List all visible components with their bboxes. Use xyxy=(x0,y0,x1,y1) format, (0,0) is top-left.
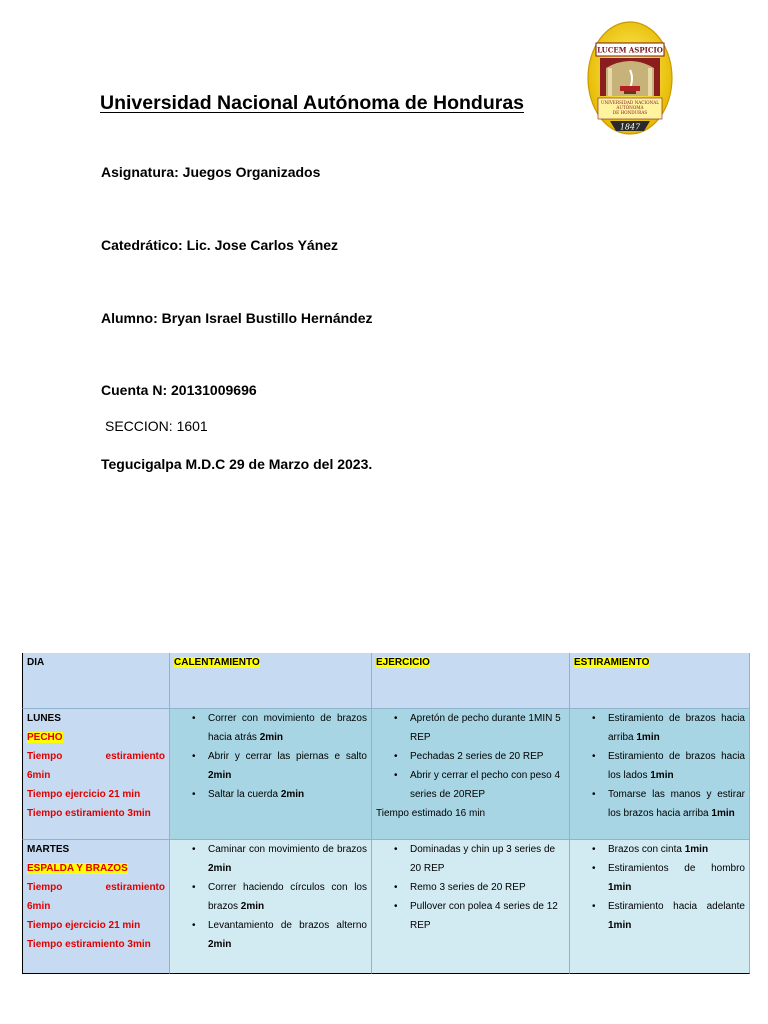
list-item: • Estiramiento de brazos hacia los lados 1min xyxy=(608,747,745,785)
list-item: • Pechadas 2 series de 20 REP xyxy=(410,747,565,766)
list-item: • Correr con movimiento de brazos hacia atrás 2min xyxy=(208,709,367,747)
list-item: • Abrir y cerrar las piernas e salto 2min xyxy=(208,747,367,785)
exercise-cell-martes xyxy=(372,840,570,974)
university-crest-logo xyxy=(586,18,674,136)
list-item: • Tomarse las manos y estirar los brazos hacia arriba 1min xyxy=(608,785,745,823)
warmup-cell-lunes xyxy=(170,709,372,840)
schedule-table xyxy=(22,653,750,974)
header-estiramiento: ESTIRAMIENTO xyxy=(570,653,750,709)
list-item: • Estiramiento de brazos hacia arriba 1min xyxy=(608,709,745,747)
list-item: • Dominadas y chin up 3 series de 20 REP xyxy=(410,840,565,878)
crest-motto: LUCEM ASPICIO xyxy=(597,45,663,55)
day-cell-lunes: LUNES PECHO Tiempo estiramiento 6min Tiempo ejercicio 21 min Tiempo estiramiento 3min xyxy=(22,709,170,840)
section-line: SECCION: 1601 xyxy=(105,418,208,434)
focus-label: PECHO xyxy=(27,732,63,743)
list-item: • Saltar la cuerda 2min xyxy=(208,785,367,804)
list-item: • Apretón de pecho durante 1MIN 5 REP xyxy=(410,709,565,747)
list-item: • Correr haciendo círculos con los brazos 2min xyxy=(208,878,367,916)
professor-line: Catedrático: Lic. Jose Carlos Yánez xyxy=(101,237,339,253)
date-line: Tegucigalpa M.D.C 29 de Marzo del 2023. xyxy=(101,456,373,472)
student-line: Alumno: Bryan Israel Bustillo Hernández xyxy=(101,310,373,326)
list-item: • Brazos con cinta 1min xyxy=(608,840,745,859)
header-ejercicio: EJERCICIO xyxy=(372,653,570,709)
svg-text:DE HONDURAS: DE HONDURAS xyxy=(612,110,648,115)
subject-line: Asignatura: Juegos Organizados xyxy=(101,164,321,180)
list-item: • Estiramiento hacia adelante 1min xyxy=(608,897,745,935)
crest-year: 1847 xyxy=(619,122,641,132)
day-cell-martes: MARTES ESPALDA Y BRAZOS Tiempo estiramiento 6min Tiempo ejercicio 21 min Tiempo estiramiento 3min xyxy=(22,840,170,974)
stretch-cell-lunes xyxy=(570,709,750,840)
day-label: LUNES xyxy=(27,713,61,724)
list-item: • Abrir y cerrar el pecho con peso 4 series de 20REP xyxy=(410,766,565,804)
header-dia: DIA xyxy=(22,653,170,709)
stretch-cell-martes xyxy=(570,840,750,974)
exercise-cell-lunes xyxy=(372,709,570,840)
warmup-cell-martes xyxy=(170,840,372,974)
list-item: • Levantamiento de brazos alterno 2min xyxy=(208,916,367,954)
focus-label: ESPALDA Y BRAZOS xyxy=(27,863,128,874)
list-item: • Pullover con polea 4 series de 12 REP xyxy=(410,897,565,935)
svg-text:UNIVERSIDAD NACIONAL: UNIVERSIDAD NACIONAL xyxy=(600,100,660,105)
exercise-note: Tiempo estimado 16 min xyxy=(376,808,486,819)
day-label: MARTES xyxy=(27,844,70,855)
list-item: • Estiramientos de hombro 1min xyxy=(608,859,745,897)
list-item: • Remo 3 series de 20 REP xyxy=(410,878,565,897)
svg-text:AUTÓNOMA: AUTÓNOMA xyxy=(616,105,644,110)
account-line: Cuenta N: 20131009696 xyxy=(101,382,257,398)
document-title: Universidad Nacional Autónoma de Honduras xyxy=(100,92,525,114)
header-calentamiento: CALENTAMIENTO xyxy=(170,653,372,709)
list-item: • Caminar con movimiento de brazos 2min xyxy=(208,840,367,878)
